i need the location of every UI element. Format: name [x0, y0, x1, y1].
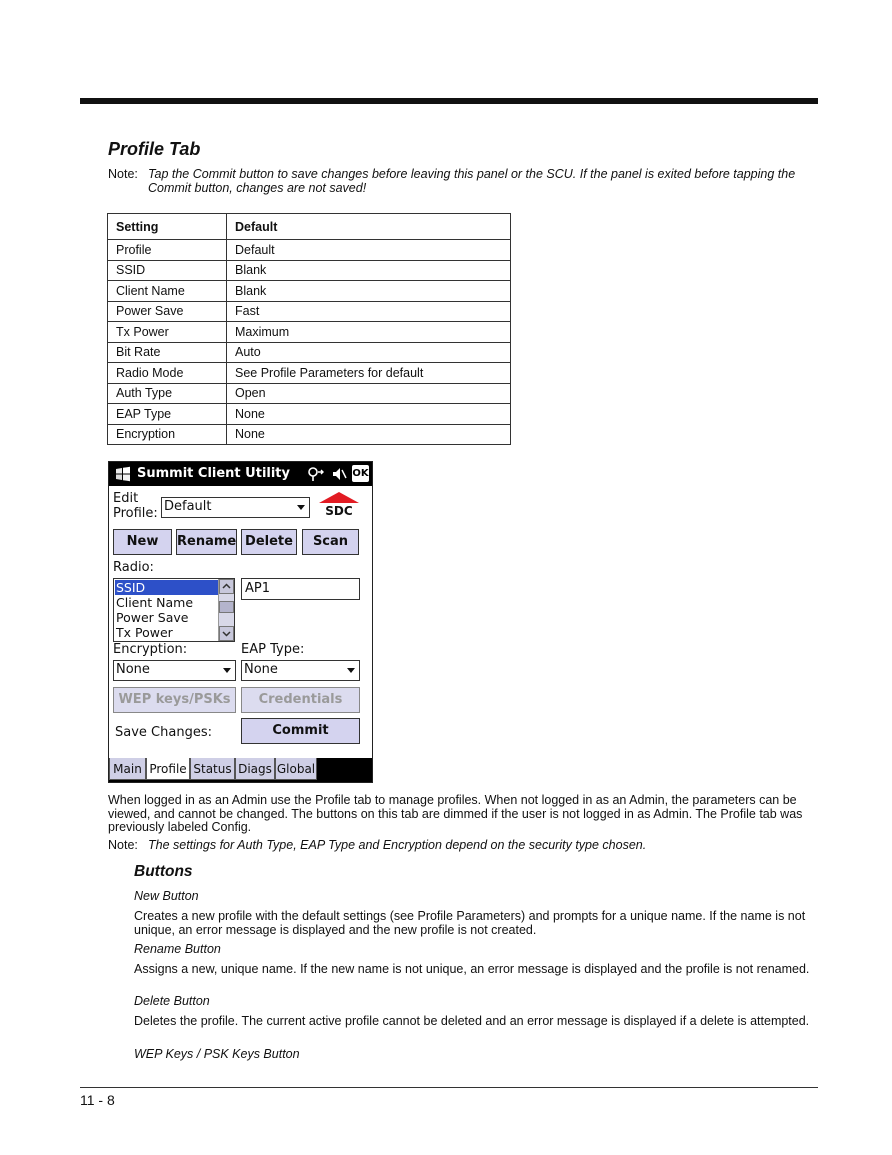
default-cell: Open: [227, 383, 511, 404]
encryption-select[interactable]: [113, 660, 236, 681]
setting-cell: SSID: [108, 260, 227, 281]
encryption-select-value: None: [116, 662, 150, 677]
table-row: [108, 240, 511, 261]
default-cell: Auto: [227, 342, 511, 363]
tab-profile[interactable]: Profile: [146, 758, 190, 780]
new-button-heading: New Button: [134, 889, 199, 903]
rename-button-description: Assigns a new, unique name. If the new name is not unique, an error message is displayed and the profile is not renamed.: [134, 962, 810, 976]
default-cell: None: [227, 404, 511, 425]
tab-global[interactable]: Global: [275, 758, 317, 780]
note-text: The settings for Auth Type, EAP Type and Encryption depend on the security type chosen.: [148, 838, 647, 852]
table-row: [108, 281, 511, 302]
section-title: Profile Tab: [108, 139, 201, 159]
chevron-down-icon: [347, 668, 355, 673]
table-row: [108, 260, 511, 281]
eap-type-select-value: None: [244, 662, 278, 677]
profile-select-value: Default: [164, 499, 212, 514]
sdc-logo: [314, 489, 364, 519]
column-header-default: Default: [227, 214, 511, 240]
wep-button-heading: WEP Keys / PSK Keys Button: [134, 1047, 300, 1061]
table-row: [108, 424, 511, 445]
eap-type-label: EAP Type:: [241, 642, 305, 657]
ok-button[interactable]: OK: [352, 465, 369, 482]
list-item-power-save[interactable]: Power Save: [116, 610, 189, 625]
setting-cell: Client Name: [108, 281, 227, 302]
rename-button[interactable]: Rename: [176, 529, 237, 555]
new-button-description: Creates a new profile with the default settings (see Profile Parameters) and prompts for a unique name. If the name is not unique, an error message is displayed and the new profile is not created.: [134, 909, 806, 937]
footer-rule: [80, 1087, 818, 1088]
list-item-tx-power[interactable]: Tx Power: [116, 625, 173, 640]
device-screenshot: [108, 461, 373, 783]
table-row: [108, 383, 511, 404]
tab-status[interactable]: Status: [190, 758, 235, 780]
chevron-down-icon: [223, 668, 231, 673]
device-title-bar: [109, 462, 372, 486]
default-cell: Default: [227, 240, 511, 261]
note-label: Note:: [108, 838, 138, 852]
table-row: [108, 322, 511, 343]
delete-button[interactable]: Delete: [241, 529, 297, 555]
wep-keys-button[interactable]: WEP keys/PSKs: [113, 687, 236, 713]
table-header-row: [108, 214, 511, 240]
volume-icon[interactable]: [331, 466, 347, 482]
device-tab-bar: [109, 758, 372, 782]
windows-start-icon[interactable]: [115, 466, 131, 482]
credentials-button[interactable]: Credentials: [241, 687, 360, 713]
new-button[interactable]: New: [113, 529, 172, 555]
setting-cell: Tx Power: [108, 322, 227, 343]
note-text: Tap the Commit button to save changes before leaving this panel or the SCU. If the panel is exited before tapping the Commit button, changes are not saved!: [148, 167, 796, 195]
setting-cell: Profile: [108, 240, 227, 261]
scroll-up-icon[interactable]: [219, 579, 234, 594]
page-number: 11 - 8: [80, 1092, 115, 1108]
connectivity-icon[interactable]: [307, 466, 325, 482]
rename-button-heading: Rename Button: [134, 942, 221, 956]
radio-label: Radio:: [113, 560, 154, 575]
default-cell: Maximum: [227, 322, 511, 343]
note-label: Note:: [108, 167, 138, 181]
default-cell: Blank: [227, 281, 511, 302]
header-rule: [80, 98, 818, 104]
default-cell: None: [227, 424, 511, 445]
default-cell: Fast: [227, 301, 511, 322]
tab-main[interactable]: Main: [109, 758, 146, 780]
eap-type-select[interactable]: [241, 660, 360, 681]
delete-button-description: Deletes the profile. The current active profile cannot be deleted and an error message is displayed if a delete is attempted.: [134, 1014, 810, 1028]
profile-tab-description: When logged in as an Admin use the Profile tab to manage profiles. When not logged in as an Admin, the parameters can be viewed, and cannot be changed. The buttons on this tab are dimmed if the user is not logged in as Admin. The Profile tab was previously labeled Config.: [108, 793, 803, 834]
list-item-client-name[interactable]: Client Name: [116, 595, 194, 610]
list-item-ssid[interactable]: SSID: [115, 580, 221, 595]
delete-button-heading: Delete Button: [134, 994, 210, 1008]
device-app-title: Summit Client Utility: [137, 466, 290, 481]
table-row: [108, 363, 511, 384]
setting-cell: Auth Type: [108, 383, 227, 404]
column-header-setting: Setting: [108, 214, 227, 240]
edit-label-line1: Edit: [113, 491, 139, 506]
setting-cell: Radio Mode: [108, 363, 227, 384]
buttons-heading: Buttons: [134, 863, 193, 880]
table-row: [108, 342, 511, 363]
chevron-down-icon: [297, 505, 305, 510]
svg-text:SDC: SDC: [325, 504, 353, 518]
radio-value-input[interactable]: AP1: [241, 578, 360, 600]
setting-cell: Bit Rate: [108, 342, 227, 363]
scroll-down-icon[interactable]: [219, 626, 234, 641]
default-cell: See Profile Parameters for default: [227, 363, 511, 384]
setting-cell: EAP Type: [108, 404, 227, 425]
edit-label-line2: Profile:: [113, 506, 158, 521]
table-row: [108, 301, 511, 322]
radio-parameter-list[interactable]: [113, 578, 235, 642]
setting-cell: Power Save: [108, 301, 227, 322]
save-changes-label: Save Changes:: [115, 725, 212, 740]
scroll-thumb[interactable]: [219, 601, 234, 613]
settings-table: [107, 213, 511, 445]
list-scrollbar[interactable]: [218, 579, 234, 641]
encryption-label: Encryption:: [113, 642, 188, 657]
commit-button[interactable]: Commit: [241, 718, 360, 744]
setting-cell: Encryption: [108, 424, 227, 445]
tab-diags[interactable]: Diags: [235, 758, 275, 780]
table-row: [108, 404, 511, 425]
scan-button[interactable]: Scan: [302, 529, 359, 555]
default-cell: Blank: [227, 260, 511, 281]
profile-select[interactable]: [161, 497, 310, 518]
